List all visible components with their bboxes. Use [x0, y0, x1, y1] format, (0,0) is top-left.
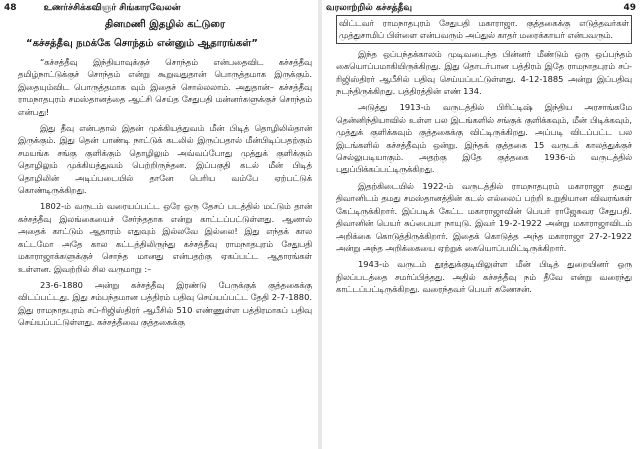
- left-running-header: உணர்ச்சிக்கவிஞர் சிங்காரவேலன்: [43, 3, 181, 13]
- article-title: “கச்சத்தீவு நமக்கே சொந்தம் என்னும் ஆதாரங்கள்”: [26, 38, 258, 49]
- right-page: [322, 0, 640, 449]
- paragraph: இந்த ஒப்பந்தக்காலம் முடிவடைந்த பின்னர் மீண்டும் ஒரு ஒப்பந்தம் கையொப்பமாகியிருக்கிறது. இது தொடர்பான பத்திரம் இதே ராமநாதபுரம் சப்-ரிஜிஸ்திரர் ஆபீசில் பதிவு செய்யப்பட்டுள்ளது. 4-12-1885 அன்று இப்பதிவு நடந்திருக்கிறது. பத்திரத்தின் எண் 134.: [336, 48, 632, 97]
- section-title: தினமணி இதழில் கட்டுரை: [104, 19, 226, 30]
- left-page-number: 48: [4, 3, 17, 13]
- paragraph: 1943-ம் வருடம் தூத்துக்குடியிலுள்ள மீன் பிடித் துறையினர் ஒரு நிலப்படத்தை சமர்ப்பித்தது. அதில் கச்சத்தீவு நம் தீவே என்று வரைந்து காட்டப்பட்டிருக்கிறது. வரைந்தவர் பெயர் கணேசன்.: [336, 259, 632, 295]
- right-page-body: [322, 15, 640, 296]
- paragraph: இதற்கிடையில் 1922-ம் வருடத்தில் ராமநாதபுரம் மகாராஜா தமது திவானிடம் தமது சமஸ்தானத்தின் கடல் எல்லைப் பற்றி உறுதியான விவரங்கள் கேட்டிருக்கிறார். இப்படிக் கேட்ட மகாராஜாவின் பெயர் ராஜேசுவர சேதுபதி. திவானின் பெயர் சுப்பையா நாயுடு. இவர் 19-2-1922 அன்று மகாராஜாவிடம் அறிக்கை கொடுத்திருக்கிறார். இதைக் கொடுத்த அந்த மகாராஜா 27-2-1922 அன்று அந்த அறிக்கையை ஏற்றுக் கையொப்பமிட்டிருக்கிறார்.: [336, 180, 632, 253]
- left-page-header: [0, 0, 318, 15]
- left-page: [0, 0, 318, 449]
- right-page-number: 49: [623, 3, 636, 13]
- right-running-header: வரலாற்றில் கச்சத்தீவு: [326, 3, 412, 13]
- highlighted-paragraph: விட்டவர் ராமநாதபுரம் சேதுபதி மகாராஜா. குத்தகைக்கு எடுத்தவர்கள் முத்துசாமிப் பிள்ளை என்பவரும் அப்துல் காதர் மரைக்காயர் என்பவரும்.: [336, 15, 632, 44]
- paragraph: “கச்சத்தீவு இந்தியாவுக்குச் சொந்தம் என்பதைவிட கச்சத்தீவு தமிழ்நாட்டுக்குச் சொந்தம் என்று கூறுவதுதான் பொருத்தமாக இருக்கும். இதையும்விட பொருத்தமாக வும் இதைச் சொல்லலாம். அதுதான்– கச்சத்தீவு ராமநாதபுரம் சமஸ்தானத்தை ஆட்சி செய்த சேதுபதி மன்னர்களுக்குச் சொந்தம் என்பது!: [18, 57, 312, 117]
- paragraph: இது தீவு என்பதால் இதன் முக்கியத்துவம் மீன் பிடித் தொழிலில்தான் இருக்கும். இது தென் பாண்டி நாட்டுக் கடலில் இருப்பதால் மீன்பிடிப்பதற்கும் சமயங்க சங்கு குளிக்கும் தொழிலும் அவ்வப்போது முத்துக் குளிக்கும் தொழிலும் முக்கியத்துவம் பெற்றிருந்தன. இப்பகுதி கடல் மீன் பிடித் தொழிலின் அடிப்படையில் தானே பெரிய வம்பே ஏற்பட்டுக் கொண்டிருக்கிறது.: [18, 123, 312, 196]
- paragraph: அடுத்து 1913-ம் வருடத்தில் பிரிட்டிஷ் இந்திய அரசாங்கமே தென்னிந்தியாவில் உள்ள பல இடங்களில் சங்குக் குளிக்கவும், மீன் பிடிக்கவும், முத்துக் குளிக்கவும் குத்தகைக்கு விட்டிருக்கிறது. அப்படி விடப்பட்ட பல இடங்களில் கச்சத்தீவும் ஒன்று. இந்தக் குத்தகை 15 வருடக் காலத்துக்குச் செல்லுபடியாகும். அதற்கு இதே குத்தகை 1936-ம் வருடத்தில் புதுப்பிக்கப்பட்டிருக்கிறது.: [336, 102, 632, 175]
- paragraph: 1802-ம் வருடம் வரையப்பட்ட ஒரே ஒரு தேசப் படத்தில் மட்டும் தான் கச்சத்தீவு இலங்கையைச் சேர்ந்ததாக என்று காட்டப்பட்டுள்ளது. ஆனால் அதைக் காட்டும் ஆதாரம் எதுவும் இல்லவே இல்லை! இது எந்தக் கால கட்டமோ அதே கால கட்டத்திலிருந்து கச்சத்தீவு ராமநாதபுரம் சேதுபதி மகாராஜாக்களுக்குச் சொந்த மானது என்பதற்கு ஏகப்பட்ட ஆதாரங்கள் உள்ளன. இவற்றில் சில வருமாறு :–: [18, 201, 312, 274]
- right-page-header: [322, 0, 640, 15]
- left-page-body: [0, 19, 318, 329]
- paragraph: 23-6-1880 அன்று கச்சத்தீவு இரண்டு பேருக்குக் குத்தகைக்கு விடப்பட்டது. இது சம்பந்தமான பத்திரம் பதிவு செய்யப்பட்ட தேதி 2-7-1880. இது ராமநாதபுரம் சப்-ரிஜிஸ்திரர் ஆபீசில் 510 எண்ணுள்ள பத்திரமாகப் பதிவு செய்யப்பட்டுள்ளது. கச்சத்தீவை குத்தகைக்கு: [18, 279, 312, 328]
